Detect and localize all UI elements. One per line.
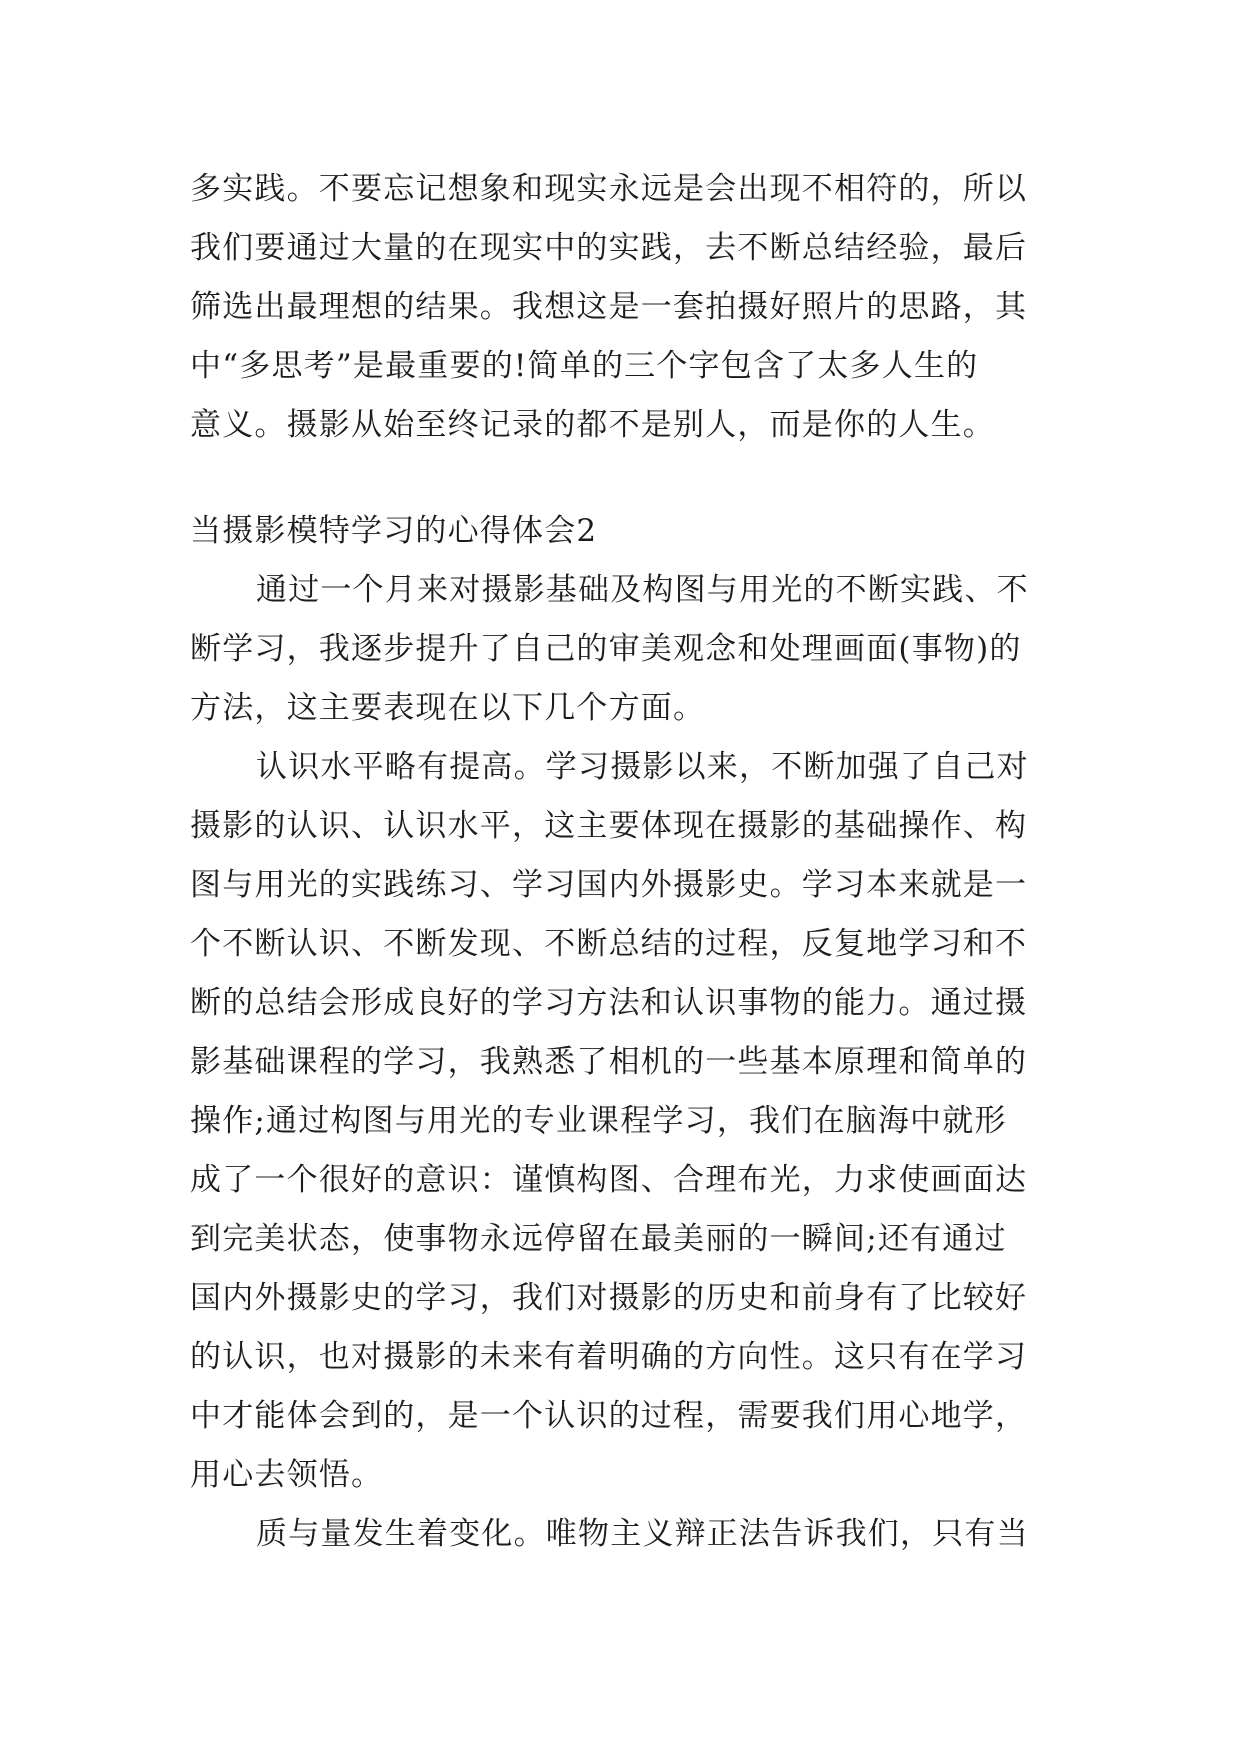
text-line: 摄影的认识、认识水平，这主要体现在摄影的基础操作、构 [190, 808, 1028, 844]
text-line: 国内外摄影史的学习，我们对摄影的历史和前身有了比较好 [190, 1280, 1028, 1316]
document-body [190, 160, 1050, 1564]
text-line: 成了一个很好的意识：谨慎构图、合理布光，力求使画面达 [190, 1162, 1028, 1198]
text-line: 用心去领悟。 [190, 1457, 384, 1493]
text-line: 断学习，我逐步提升了自己的审美观念和处理画面(事物)的 [190, 631, 1022, 667]
text-line: 认识水平略有提高。学习摄影以来，不断加强了自己对 [256, 749, 1029, 785]
text-line: 筛选出最理想的结果。我想这是一套拍摄好照片的思路，其 [190, 289, 1028, 325]
paragraph-understanding [190, 738, 1050, 1505]
text-line: 个不断认识、不断发现、不断总结的过程，反复地学习和不 [190, 926, 1028, 962]
text-line: 我们要通过大量的在现实中的实践，去不断总结经验，最后 [190, 230, 1028, 266]
text-line: 中“多思考”是最重要的!简单的三个字包含了太多人生的 [190, 348, 979, 384]
continuation-paragraph [190, 160, 1050, 455]
paragraph-intro [190, 561, 1050, 738]
text-line: 方法，这主要表现在以下几个方面。 [190, 690, 706, 726]
text-line: 多实践。不要忘记想象和现实永远是会出现不相符的，所以 [190, 171, 1028, 207]
text-line: 的认识，也对摄影的未来有着明确的方向性。这只有在学习 [190, 1339, 1028, 1375]
text-line: 操作;通过构图与用光的专业课程学习，我们在脑海中就形 [190, 1103, 1007, 1139]
section-spacer [190, 455, 1050, 502]
text-line: 图与用光的实践练习、学习国内外摄影史。学习本来就是一 [190, 867, 1028, 903]
text-line: 通过一个月来对摄影基础及构图与用光的不断实践、不 [256, 572, 1029, 608]
text-line: 断的总结会形成良好的学习方法和认识事物的能力。通过摄 [190, 985, 1028, 1021]
text-line: 到完美状态，使事物永远停留在最美丽的一瞬间;还有通过 [190, 1221, 1007, 1257]
text-line: 质与量发生着变化。唯物主义辩正法告诉我们，只有当 [256, 1516, 1029, 1552]
paragraph-quality-quantity [190, 1505, 1050, 1564]
text-line: 意义。摄影从始至终记录的都不是别人，而是你的人生。 [190, 407, 995, 443]
text-line: 影基础课程的学习，我熟悉了相机的一些基本原理和简单的 [190, 1044, 1028, 1080]
text-line: 中才能体会到的，是一个认识的过程，需要我们用心地学， [190, 1398, 1028, 1434]
section-title: 当摄影模特学习的心得体会2 [190, 513, 598, 549]
